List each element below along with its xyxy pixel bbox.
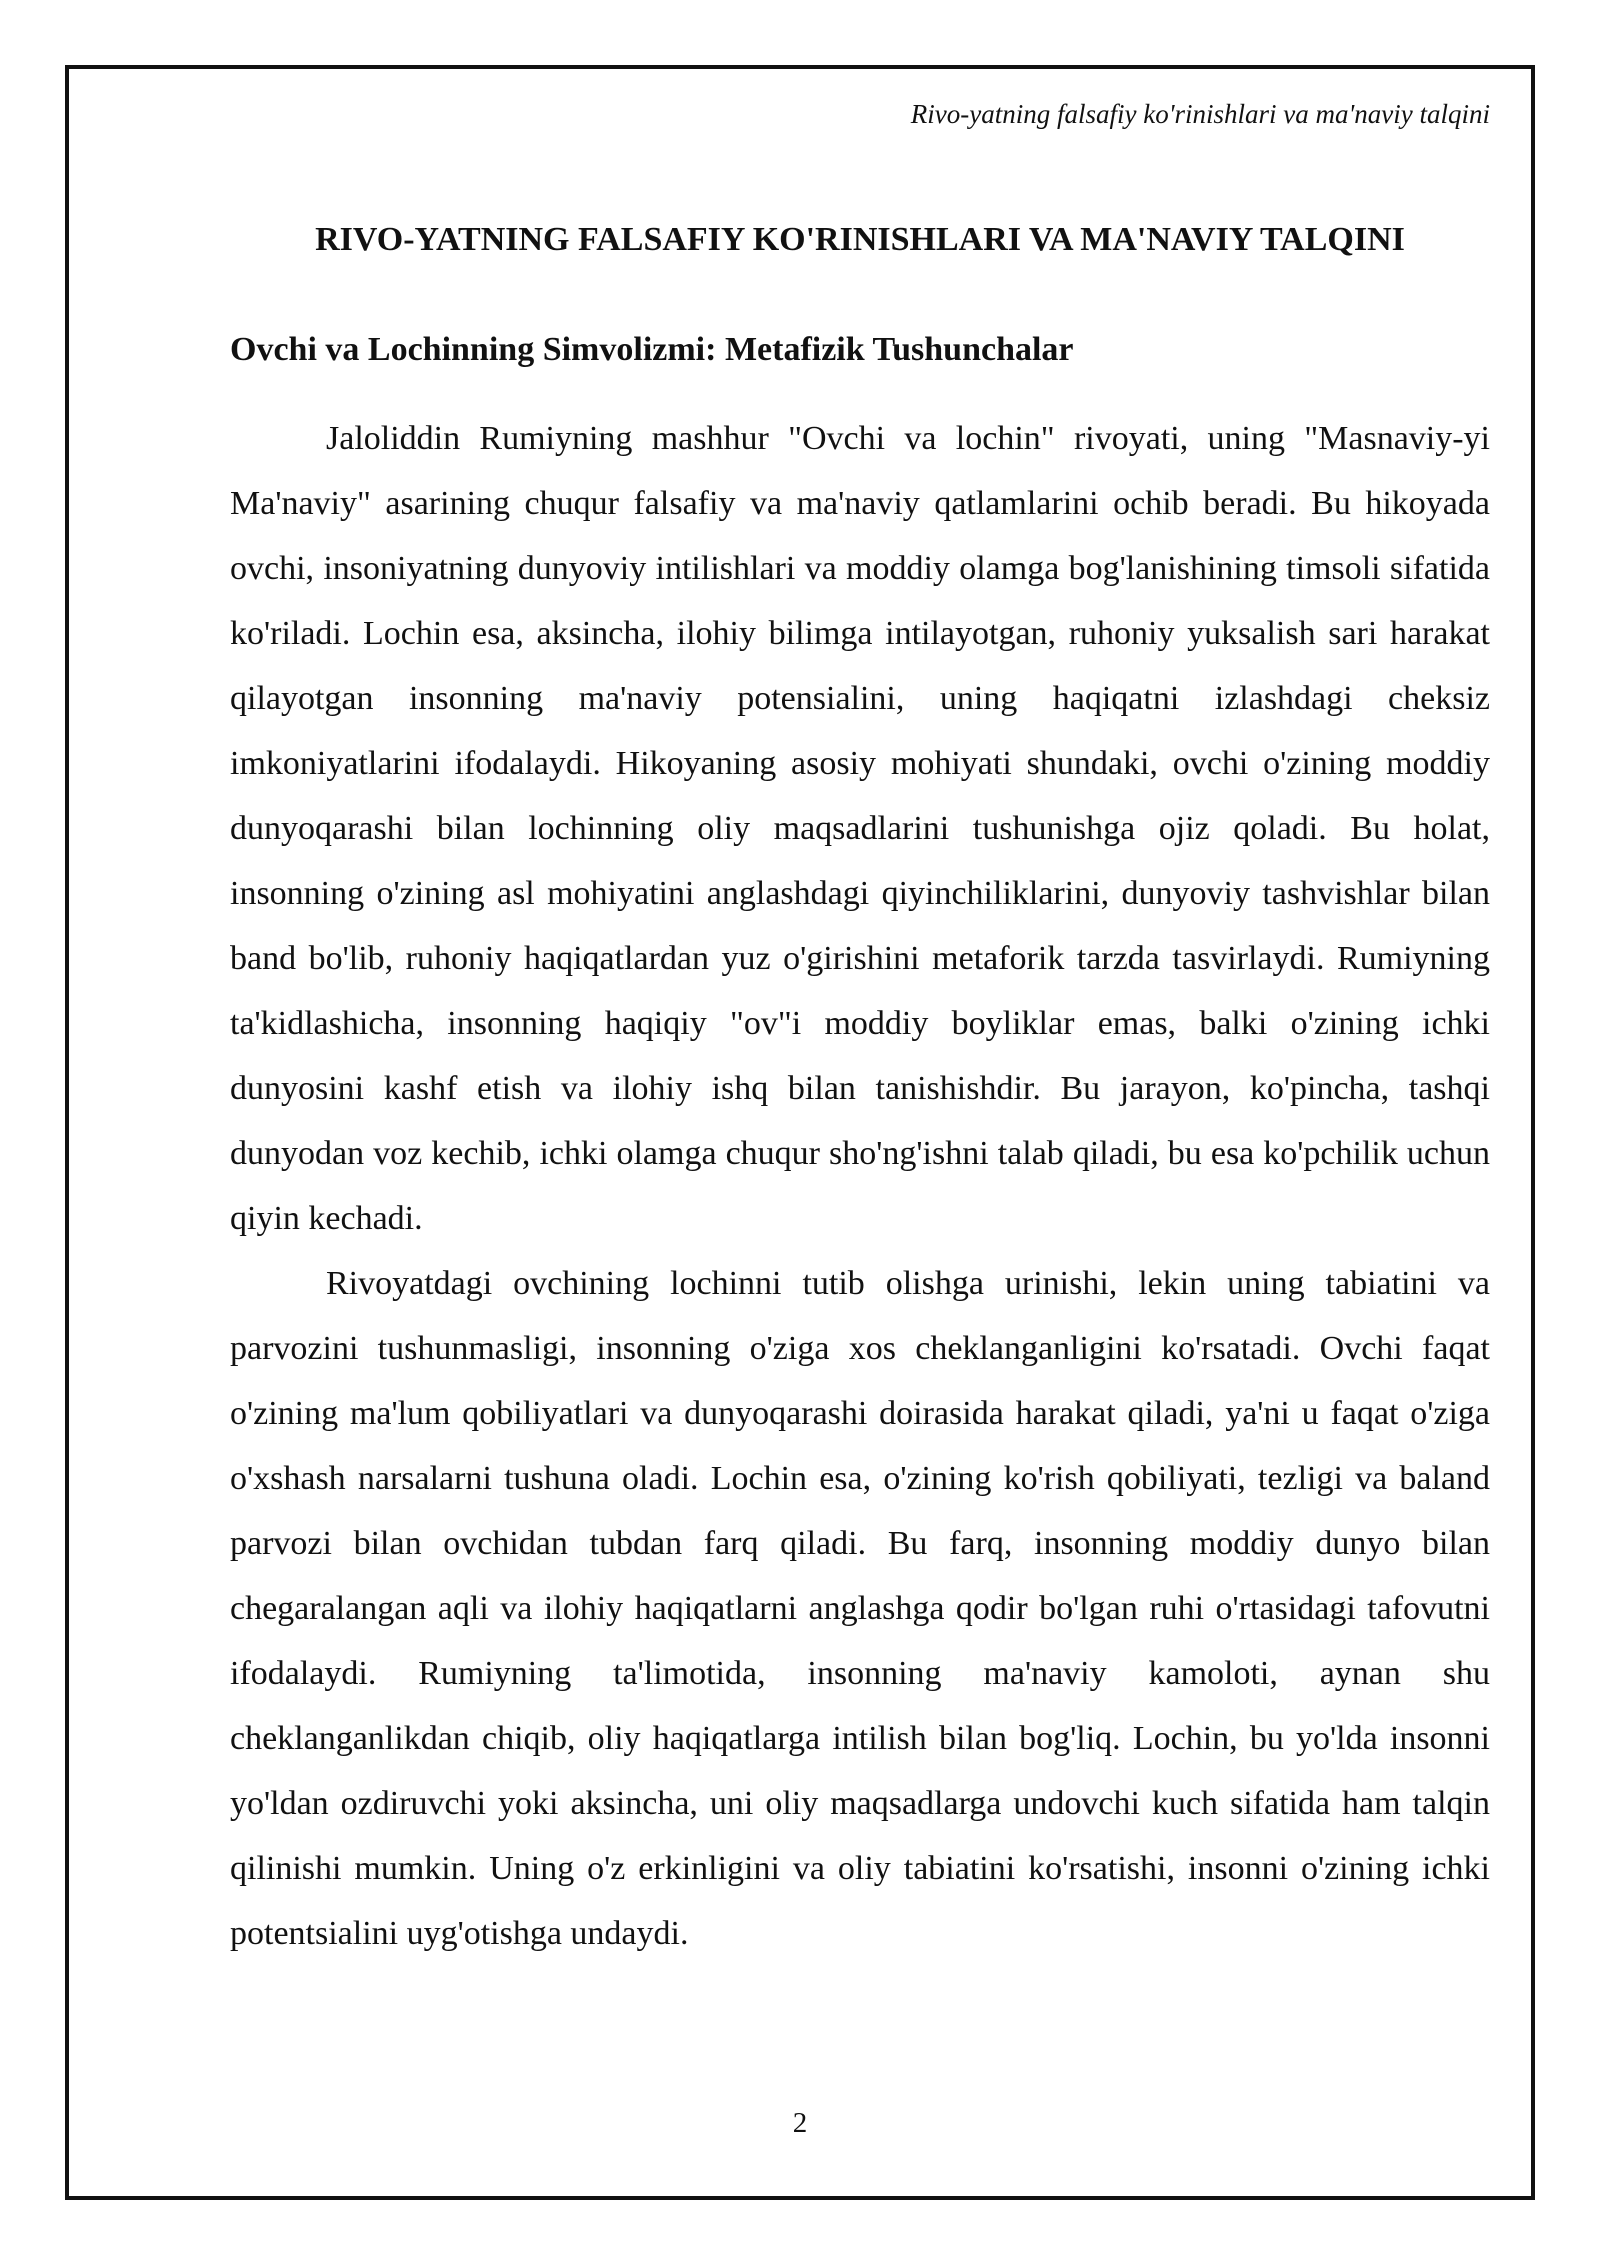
page-number: 2 (792, 2107, 808, 2139)
paragraph-1: Jaloliddin Rumiyning mashhur "Ovchi va lochin" rivoyati, uning "Masnaviy-yi Ma'naviy" asarining chuqur falsafiy va ma'naviy qatlamlarini ochib beradi. Bu hikoyada ovchi, insoniyatning dunyoviy intilishlari va moddiy olamga bog'lanishining timsoli sifatida ko'riladi. Lochin esa, aksincha, ilohiy bilimga intilayotgan, ruhoniy yuksalish sari harakat qilayotgan insonning ma'naviy potensialini, uning haqiqatni izlashdagi cheksiz imkoniyatlarini ifodalaydi. Hikoyaning asosiy mohiyati shundaki, ovchi o'zining moddiy dunyoqarashi bilan lochinning oliy maqsadlarini tushunishga ojiz qoladi. Bu holat, insonning o'zining asl mohiyatini anglashdagi qiyinchiliklarini, dunyoviy tashvishlar bilan band bo'lib, ruhoniy haqiqatlardan yuz o'girishini metaforik tarzda tasvirlaydi. Rumiyning ta'kidlashicha, insonning haqiqiy "ov"i moddiy boyliklar emas, balki o'zining ichki dunyosini kashf etish va ilohiy ishq bilan tanishishdir. Bu jarayon, ko'pincha, tashqi dunyodan voz kechib, ichki olamga chuqur sho'ng'ishni talab qiladi, bu esa ko'pchilik uchun qiyin kechadi. (230, 420, 1490, 1237)
running-header: Rivo-yatning falsafiy ko'rinishlari va ma'naviy talqini (910, 99, 1490, 129)
paragraph-2: Rivoyatdagi ovchining lochinni tutib olishga urinishi, lekin uning tabiatini va parvozini tushunmasligi, insonning o'ziga xos cheklanganligini ko'rsatadi. Ovchi faqat o'zining ma'lum qobiliyatlari va dunyoqarashi doirasida harakat qiladi, ya'ni u faqat o'ziga o'xshash narsalarni tushuna oladi. Lochin esa, o'zining ko'rish qobiliyati, tezligi va baland parvozi bilan ovchidan tubdan farq qiladi. Bu farq, insonning moddiy dunyo bilan chegaralangan aqli va ilohiy haqiqatlarni anglashga qodir bo'lgan ruhi o'rtasidagi tafovutni ifodalaydi. Rumiyning ta'limotida, insonning ma'naviy kamoloti, aynan shu cheklanganlikdan chiqib, oliy haqiqatlarga intilish bilan bog'liq. Lochin, bu yo'lda insonni yo'ldan ozdiruvchi yoki aksincha, uni oliy maqsadlarga undovchi kuch sifatida ham talqin qilinishi mumkin. Uning o'z erkinligini va oliy tabiatini ko'rsatishi, insonni o'zining ichki potentsialini uyg'otishga undaydi. (230, 1265, 1490, 1952)
section-heading: Ovchi va Lochinning Simvolizmi: Metafizik Tushunchalar (230, 331, 1074, 368)
document-title: RIVO-YATNING FALSAFIY KO'RINISHLARI VA MA'NAVIY TALQINI (315, 221, 1405, 258)
body-text (230, 406, 1490, 1966)
